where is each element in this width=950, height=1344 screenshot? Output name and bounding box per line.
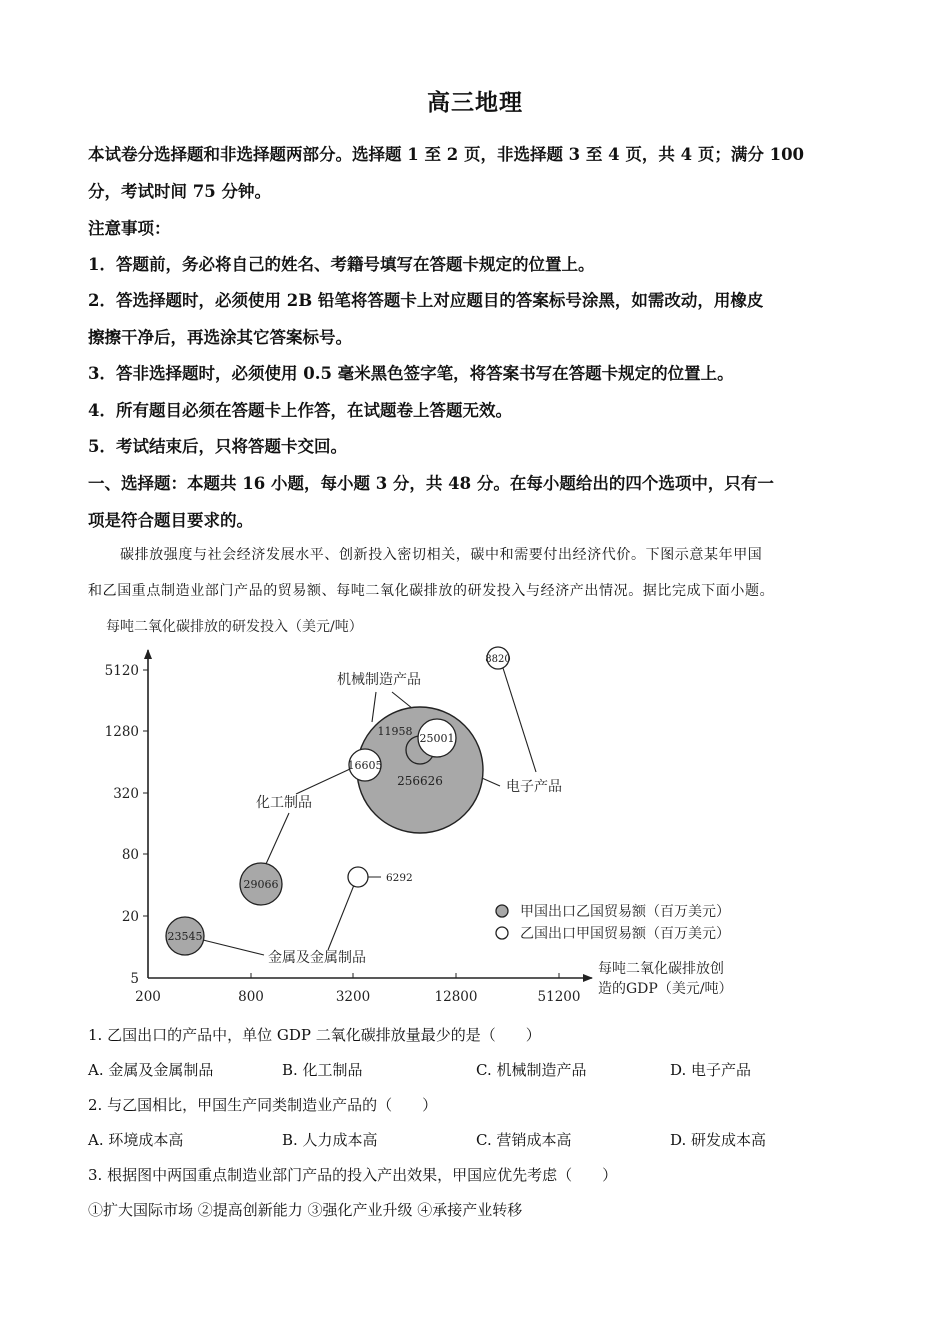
y-tick-80: 80 (121, 847, 139, 863)
passage-line-2: 和乙国重点制造业部门产品的贸易额、每吨二氧化碳排放的研发投入与经济产出情况。据比完成下面小题。 (88, 583, 775, 599)
value-6292: 6292 (386, 872, 413, 884)
q2-option-d[interactable]: D. 研发成本高 (670, 1131, 767, 1149)
q1-option-c[interactable]: C. 机械制造产品 (476, 1061, 587, 1079)
value-8820: 8820 (485, 654, 511, 665)
label-metal: 金属及金属制品 (268, 950, 366, 966)
notice-heading: 注意事项： (88, 219, 171, 238)
passage-line-1: 碳排放强度与社会经济发展水平、创新投入密切相关，碳中和需要付出经济代价。下图示意某年甲国 (120, 547, 763, 563)
legend (496, 903, 730, 942)
x-axis (135, 960, 732, 1005)
label-electronics: 电子产品 (506, 779, 562, 795)
value-16605: 16605 (347, 759, 383, 772)
x-tick-200: 200 (135, 989, 161, 1005)
y-axis (105, 650, 148, 987)
q3-choices-line: ①扩大国际市场 ②提高创新能力 ③强化产业升级 ④承接产业转移 (88, 1201, 523, 1219)
y-tick-5120: 5120 (104, 663, 139, 679)
notice-item-1: 1．答题前，务必将自己的姓名、考籍号填写在答题卡规定的位置上。 (88, 255, 595, 274)
question-3-stem: 3. 根据图中两国重点制造业部门产品的投入产出效果，甲国应优先考虑（ ） (88, 1166, 618, 1184)
bubble-yi-metal-6292 (348, 867, 368, 887)
q2-option-c[interactable]: C. 营销成本高 (476, 1131, 572, 1149)
legend-filled-marker-icon (496, 905, 508, 917)
q1-option-b[interactable]: B. 化工制品 (282, 1061, 363, 1079)
q1-option-a[interactable]: A. 金属及金属制品 (88, 1061, 214, 1079)
x-tick-51200: 51200 (537, 989, 581, 1005)
section-heading-line-1: 一、选择题：本题共 16 小题，每小题 3 分，共 48 分。在每小题给出的四个选项中，只有一 (88, 474, 774, 493)
notice-item-2: 2．答选择题时，必须使用 2B 铅笔将答题卡上对应题目的答案标号涂黑，如需改动，用橡皮 (88, 291, 764, 310)
preamble-line-2: 分，考试时间 75 分钟。 (88, 182, 271, 201)
y-tick-20: 20 (121, 909, 139, 925)
preamble-line-1: 本试卷分选择题和非选择题两部分。选择题 1 至 2 页，非选择题 3 至 4 页，共 4 页；满分 100 (88, 145, 805, 164)
notice-item-5: 5．考试结束后，只将答题卡交回。 (88, 437, 347, 456)
value-11958: 11958 (377, 725, 413, 738)
y-tick-320: 320 (113, 786, 139, 802)
x-axis-label-line-2: 造的GDP（美元/吨） (598, 981, 733, 997)
legend-hollow-marker-icon (496, 927, 508, 939)
q1-option-d[interactable]: D. 电子产品 (670, 1061, 752, 1079)
bubbles (166, 647, 509, 955)
notice-item-2-cont: 擦擦干净后，再选涂其它答案标号。 (88, 328, 352, 347)
notice-item-3: 3．答非选择题时，必须使用 0.5 毫米黑色签字笔，将答案书写在答题卡规定的位置上。 (88, 364, 734, 383)
y-tick-5: 5 (130, 971, 139, 987)
value-25001: 25001 (419, 732, 455, 745)
label-chemical: 化工制品 (256, 795, 312, 811)
x-tick-3200: 3200 (335, 989, 371, 1005)
q2-option-a[interactable]: A. 环境成本高 (88, 1131, 184, 1149)
y-tick-1280: 1280 (104, 724, 139, 740)
x-axis-label-line-1: 每吨二氧化碳排放创 (598, 961, 724, 977)
x-tick-800: 800 (238, 989, 264, 1005)
y-axis-label: 每吨二氧化碳排放的研发投入（美元/吨） (106, 619, 363, 635)
legend-jia-export: 甲国出口乙国贸易额（百万美元） (520, 904, 730, 920)
leader-lines (203, 668, 536, 955)
x-tick-12800: 12800 (434, 989, 478, 1005)
value-23545: 23545 (167, 930, 203, 943)
legend-yi-export: 乙国出口甲国贸易额（百万美元） (520, 926, 730, 942)
question-2-stem: 2. 与乙国相比，甲国生产同类制造业产品的（ ） (88, 1096, 438, 1114)
label-machinery: 机械制造产品 (337, 672, 421, 688)
value-29066: 29066 (243, 878, 279, 891)
q2-option-b[interactable]: B. 人力成本高 (282, 1131, 378, 1149)
question-1-stem: 1. 乙国出口的产品中，单位 GDP 二氧化碳排放量最少的是（ ） (88, 1026, 541, 1044)
value-256626: 256626 (397, 774, 443, 788)
notice-item-4: 4．所有题目必须在答题卡上作答，在试题卷上答题无效。 (88, 401, 512, 420)
page-title: 高三地理 (427, 89, 523, 116)
section-heading-line-2: 项是符合题目要求的。 (88, 511, 253, 530)
